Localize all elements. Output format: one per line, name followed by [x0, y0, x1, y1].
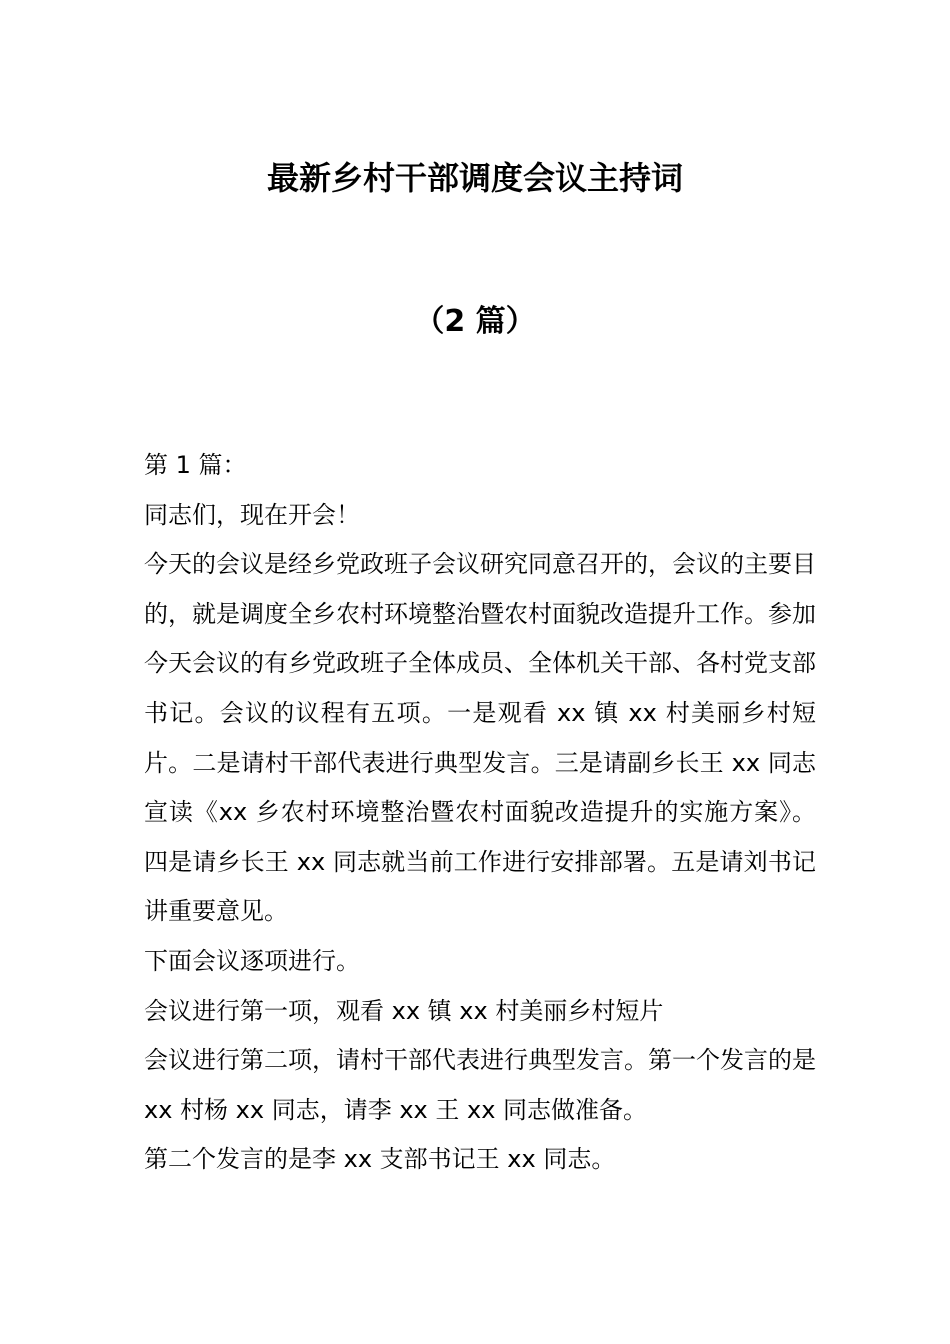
paragraph-part-heading: 第 1 篇： [144, 451, 247, 479]
paragraph-proceed: 下面会议逐项进行。 [144, 946, 360, 975]
paragraph-greeting: 同志们，现在开会！ [144, 500, 360, 529]
paragraph-second-speaker: 第二个发言的是李 xx 支部书记王 xx 同志。 [144, 1145, 616, 1174]
paragraph-item-two: 会议进行第二项，请村干部代表进行典型发言。第一个发言的是 xx 村杨 xx 同志，请李 xx 王 xx 同志做准备。 [144, 1046, 816, 1124]
paragraph-item-one: 会议进行第一项，观看 xx 镇 xx 村美丽乡村短片 [144, 996, 664, 1025]
paragraph-agenda: 今天的会议是经乡党政班子会议研究同意召开的，会议的主要目的，就是调度全乡农村环境整治暨农村面貌改造提升工作。参加今天会议的有乡党政班子全体成员、全体机关干部、各村党支部书记。会议的议程有五项。一是观看 xx 镇 xx 村美丽乡村短片。二是请村干部代表进行典型发言。三是请副乡长王 xx 同志宣读《xx 乡农村环境整治暨农村面貌改造提升的实施方案》。四是请乡长王 xx 同志就当前工作进行安排部署。五是请刘书记讲重要意见。 [144, 550, 816, 926]
document-subtitle: （2 篇） [414, 304, 536, 339]
document-title: 最新乡村干部调度会议主持词 [266, 159, 683, 197]
document-body [144, 441, 816, 1185]
